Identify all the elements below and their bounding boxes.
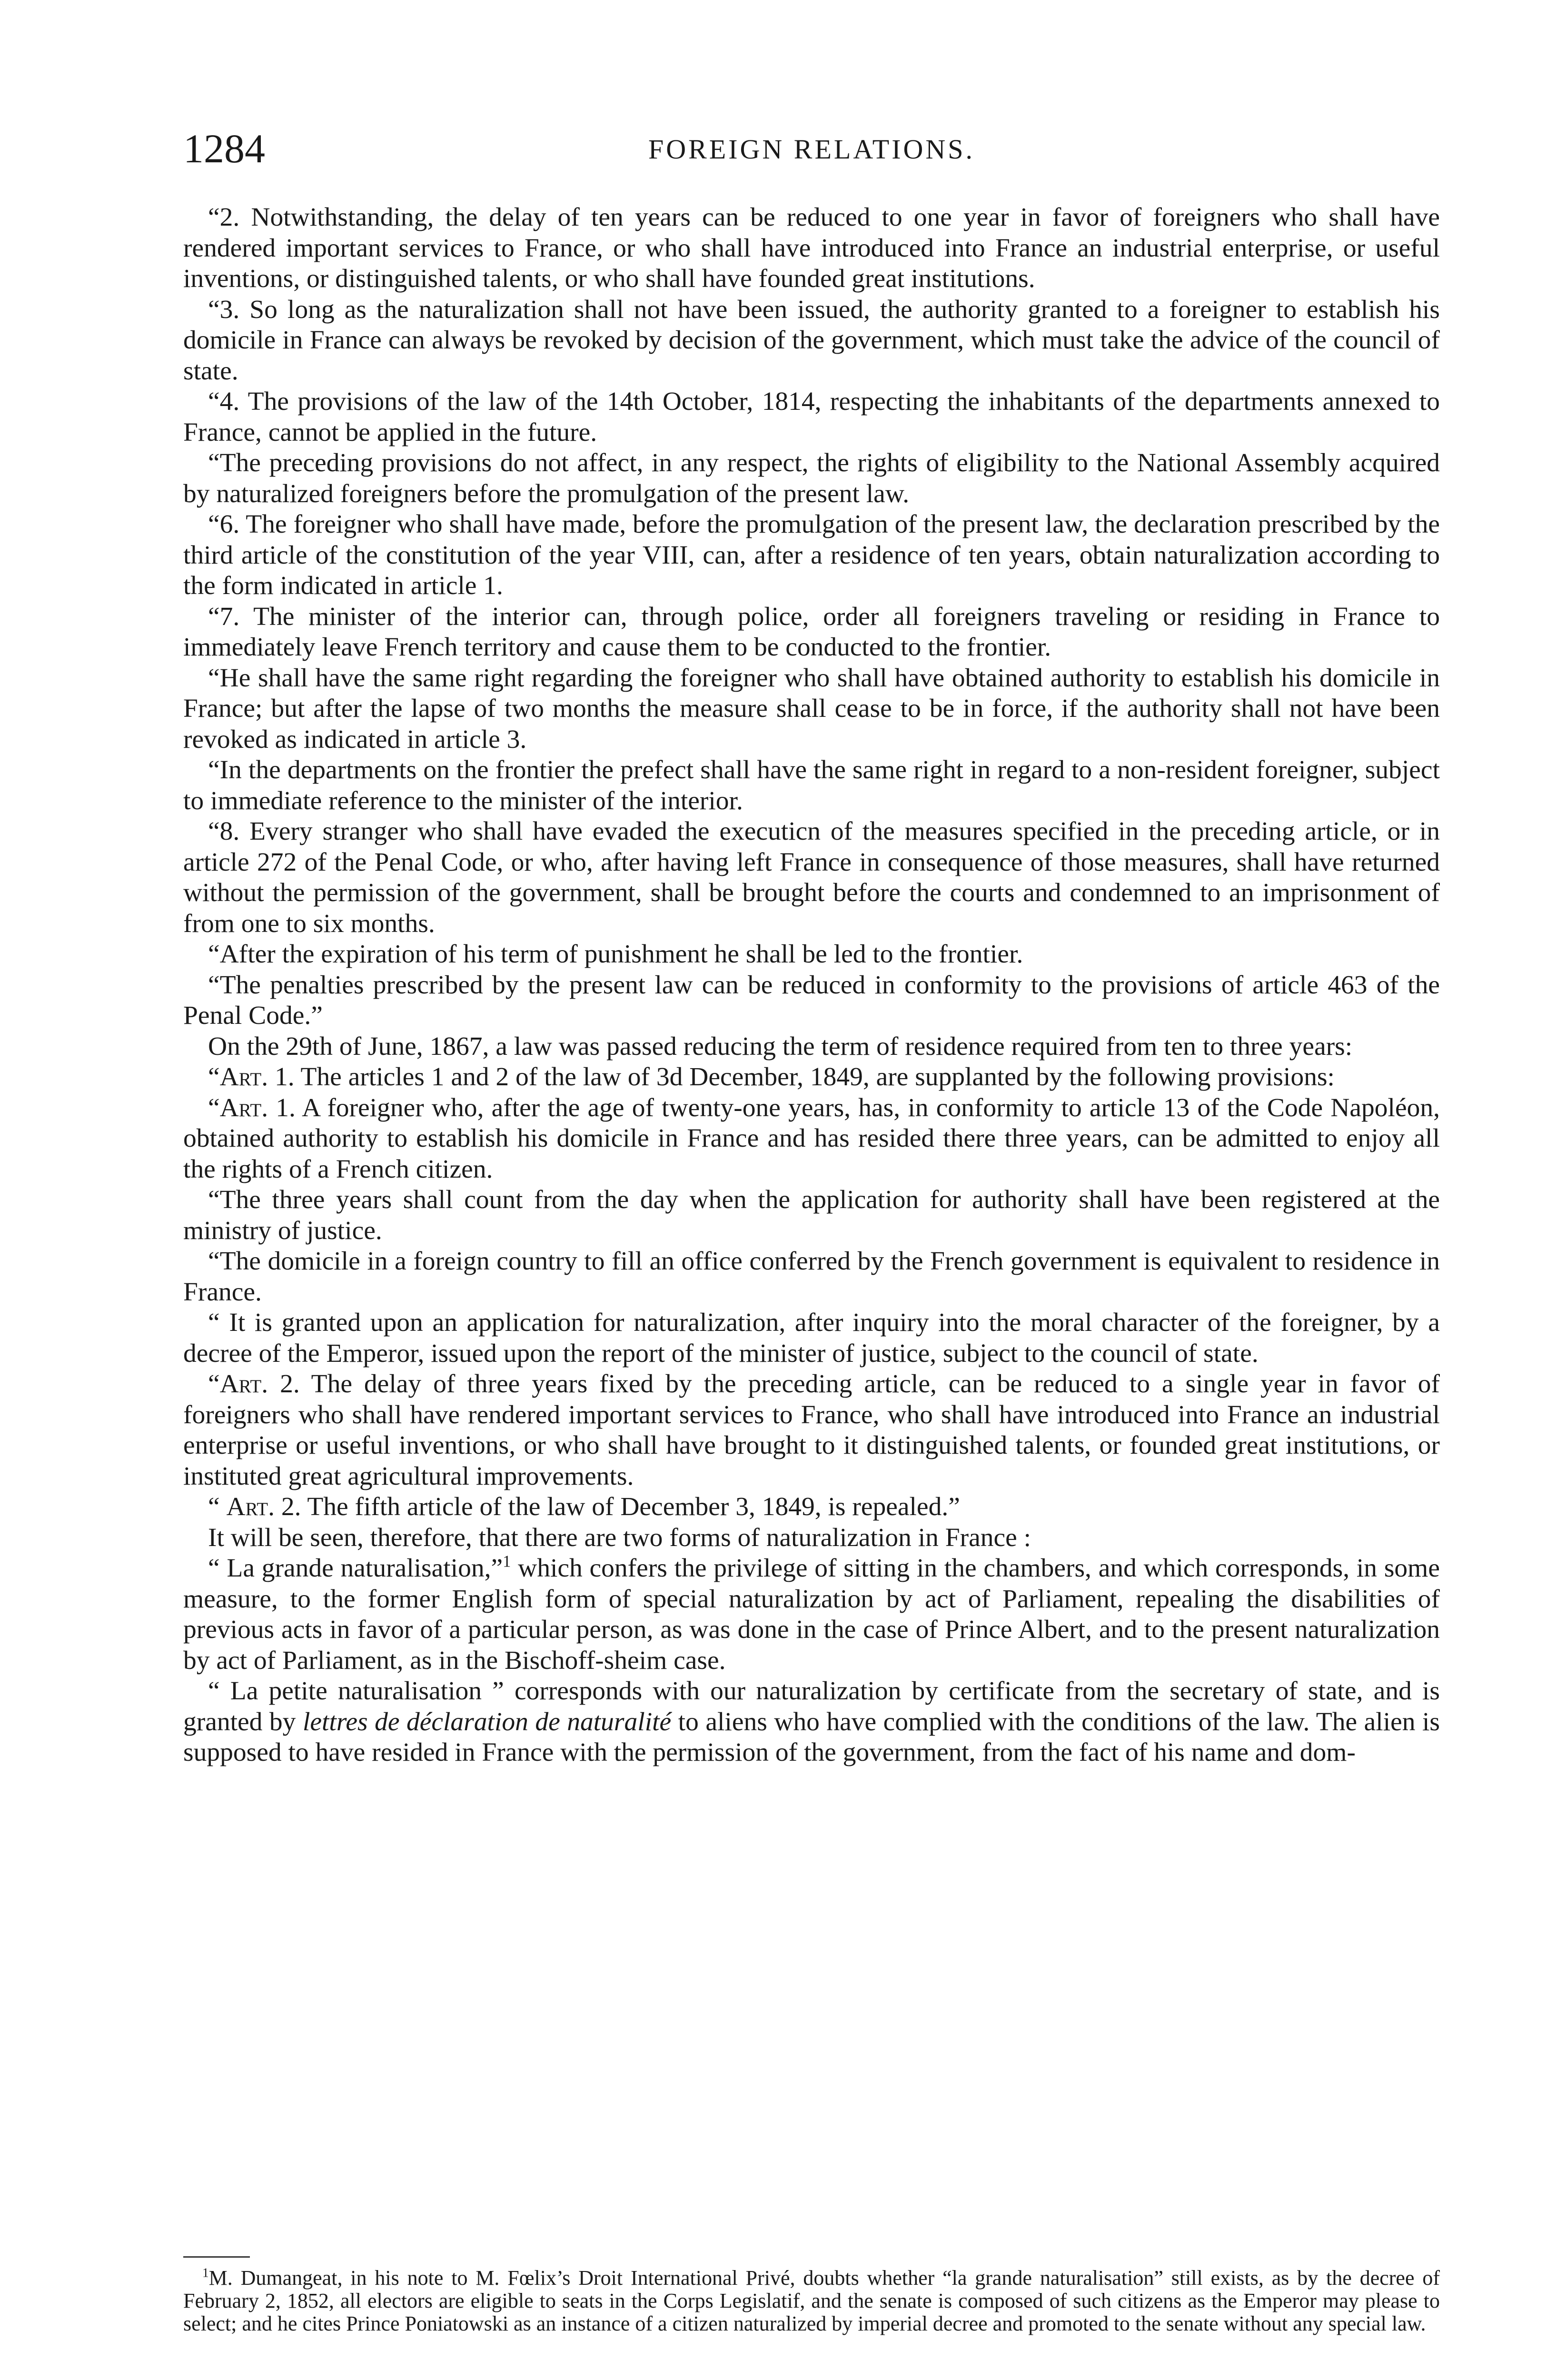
art-abbrev: Art. bbox=[226, 1492, 275, 1521]
body-text bbox=[183, 202, 1440, 1768]
petite-rest: to aliens who have complied with the conditions of the law. The alien is supposed to have resided in France with the permission of the government, from the fact of his name and dom- bbox=[183, 1707, 1440, 1767]
paragraph: “6. The foreigner who shall have made, before the promulgation of the present law, the declaration prescribed by the third article of the constitution of the year VIII, can, after a residence of ten years, obtain naturalization according to the form indicated in article 1. bbox=[183, 510, 1440, 600]
paragraph: “ It is granted upon an application for naturalization, after inquiry into the moral character of the foreigner, by a decree of the Emperor, issued upon the report of the minister of justice, subject to the council of state. bbox=[183, 1308, 1440, 1368]
paragraph: “8. Every stranger who shall have evaded the executicn of the measures specified in the preceding article, or in article 272 of the Penal Code, or who, after having left France in consequence of those measures, shall have returned without the permission of the government, shall be brought before the courts and condemned to an imprisonment of from one to six months. bbox=[183, 817, 1440, 938]
page-header bbox=[183, 125, 1440, 172]
art2-text: 2. The delay of three years fixed by the preceding article, can be reduced to a single year in favor of foreigners who shall have rendered important services to France, who shall have introduced into France an industrial enterprise or useful inventions, or who shall have brought to it distinguished talents, or founded great institutions, or instituted great agricultural improvements. bbox=[183, 1369, 1440, 1491]
art-abbrev: Art. bbox=[219, 1369, 268, 1398]
running-title: FOREIGN RELATIONS. bbox=[648, 134, 975, 165]
grande-lead: “ La grande naturalisation,” bbox=[208, 1554, 503, 1583]
paragraph: “2. Notwithstanding, the delay of ten years can be reduced to one year in favor of foreigners who shall have rendered important services to France, or who shall have introduced into France an industrial enterprise, or useful inventions, or distinguished talents, or who shall have founded great institutions. bbox=[183, 203, 1440, 293]
footnotes bbox=[183, 2267, 1440, 2335]
article-paragraph: “ Art. 2. The fifth article of the law of December 3, 1849, is repealed.” bbox=[208, 1492, 960, 1521]
paragraph: “After the expiration of his term of punishment he shall be led to the frontier. bbox=[208, 940, 1023, 969]
paragraph: “In the departments on the frontier the prefect shall have the same right in regard to a non-resident foreigner, subject to immediate reference to the minister of the interior. bbox=[183, 755, 1440, 815]
paragraph: “3. So long as the naturalization shall not have been issued, the authority granted to a foreigner to establish his domicile in France can always be revoked by decision of the government, which must take the advice of the council of state. bbox=[183, 295, 1440, 386]
art-abbrev: Art. bbox=[219, 1062, 268, 1091]
paragraph: “The penalties prescribed by the present law can be reduced in conformity to the provisions of article 463 of the Penal Code.” bbox=[183, 970, 1440, 1030]
petite-italic: lettres de déclaration de naturalité bbox=[302, 1707, 672, 1736]
paragraph: “The three years shall count from the day when the application for authority shall have been registered at the ministry of justice. bbox=[183, 1185, 1440, 1245]
grande-rest: which confers the privilege of sitting in the chambers, and which corresponds, in some measure, to the former English form of special naturalization by act of Parliament, repealing the disabilities of previous acts in favor of a particular person, as was done in the case of Prince Albert, and to the present naturalization by act of Parliament, as in the Bischoff-sheim case. bbox=[183, 1554, 1440, 1675]
article-paragraph: “Art. 1. The articles 1 and 2 of the law of 3d December, 1849, are supplanted by the following provisions: bbox=[208, 1062, 1335, 1091]
art1-intro-text: 1. The articles 1 and 2 of the law of 3d December, 1849, are supplanted by the following provisions: bbox=[268, 1062, 1335, 1091]
paragraph: “7. The minister of the interior can, through police, order all foreigners traveling or residing in France to immediately leave French territory and cause them to be conducted to the frontier. bbox=[183, 602, 1440, 662]
art2-repeal-text: 2. The fifth article of the law of December 3, 1849, is repealed.” bbox=[274, 1492, 960, 1521]
paragraph-grande bbox=[183, 1553, 1440, 1676]
art1-text: 1. A foreigner who, after the age of twenty-one years, has, in conformity to article 13 of the Code Napoléon, obtained authority to establish his domicile in France and has resided there three years, can be admitted to enjoy all the rights of a French citizen. bbox=[183, 1093, 1440, 1184]
footnote-marker: 1 bbox=[202, 2265, 209, 2280]
paragraph: “4. The provisions of the law of the 14th October, 1814, respecting the inhabitants of the departments annexed to France, cannot be applied in the future. bbox=[183, 387, 1440, 447]
petite-lead: “ La petite naturalisation ” corresponds with our naturalization by certificate from the secretary of state, and is granted by bbox=[183, 1676, 1440, 1736]
footnote-text: M. Dumangeat, in his note to M. Fœlix’s Droit International Privé, doubts whether “la grande naturalisation” still exists, as by the decree of February 2, 1852, all electors are eligible to seats in the Corps Legislatif, and the senate is composed of such citizens as the Emperor may please to select; and he cites Prince Poniatowski as an instance of a citizen naturalized by imperial decree and promoted to the senate without any special law. bbox=[183, 2266, 1440, 2335]
article-paragraph: “Art. 1. A foreigner who, after the age of twenty-one years, has, in conformity to article 13 of the Code Napoléon, obtained authority to establish his domicile in France and has resided there three years, can be admitted to enjoy all the rights of a French citizen. bbox=[183, 1093, 1440, 1184]
paragraph: “The preceding provisions do not affect, in any respect, the rights of eligibility to the National Assembly acquired by naturalized foreigners before the promulgation of the present law. bbox=[183, 448, 1440, 508]
art-abbrev: Art. bbox=[219, 1093, 268, 1122]
footnote-ref: 1 bbox=[503, 1552, 511, 1571]
paragraph: “The domicile in a foreign country to fill an office conferred by the French government is equivalent to residence in France. bbox=[183, 1247, 1440, 1307]
paragraph: “He shall have the same right regarding the foreigner who shall have obtained authority to establish his domicile in France; but after the lapse of two months the measure shall cease to be in force, if the authority shall not have been revoked as indicated in article 3. bbox=[183, 663, 1440, 754]
footnote-divider bbox=[183, 2256, 250, 2258]
paragraph-petite bbox=[183, 1676, 1440, 1768]
article-paragraph: “Art. 2. The delay of three years fixed by the preceding article, can be reduced to a single year in favor of foreigners who shall have rendered important services to France, who shall have introduced into France an industrial enterprise or useful inventions, or who shall have brought to it distinguished talents, or founded great institutions, or instituted great agricultural improvements. bbox=[183, 1369, 1440, 1491]
footnote bbox=[183, 2267, 1440, 2335]
page-number: 1284 bbox=[183, 126, 265, 171]
paragraph: It will be seen, therefore, that there are two forms of naturalization in France : bbox=[208, 1523, 1031, 1552]
paragraph: On the 29th of June, 1867, a law was passed reducing the term of residence required from ten to three years: bbox=[208, 1031, 1353, 1061]
